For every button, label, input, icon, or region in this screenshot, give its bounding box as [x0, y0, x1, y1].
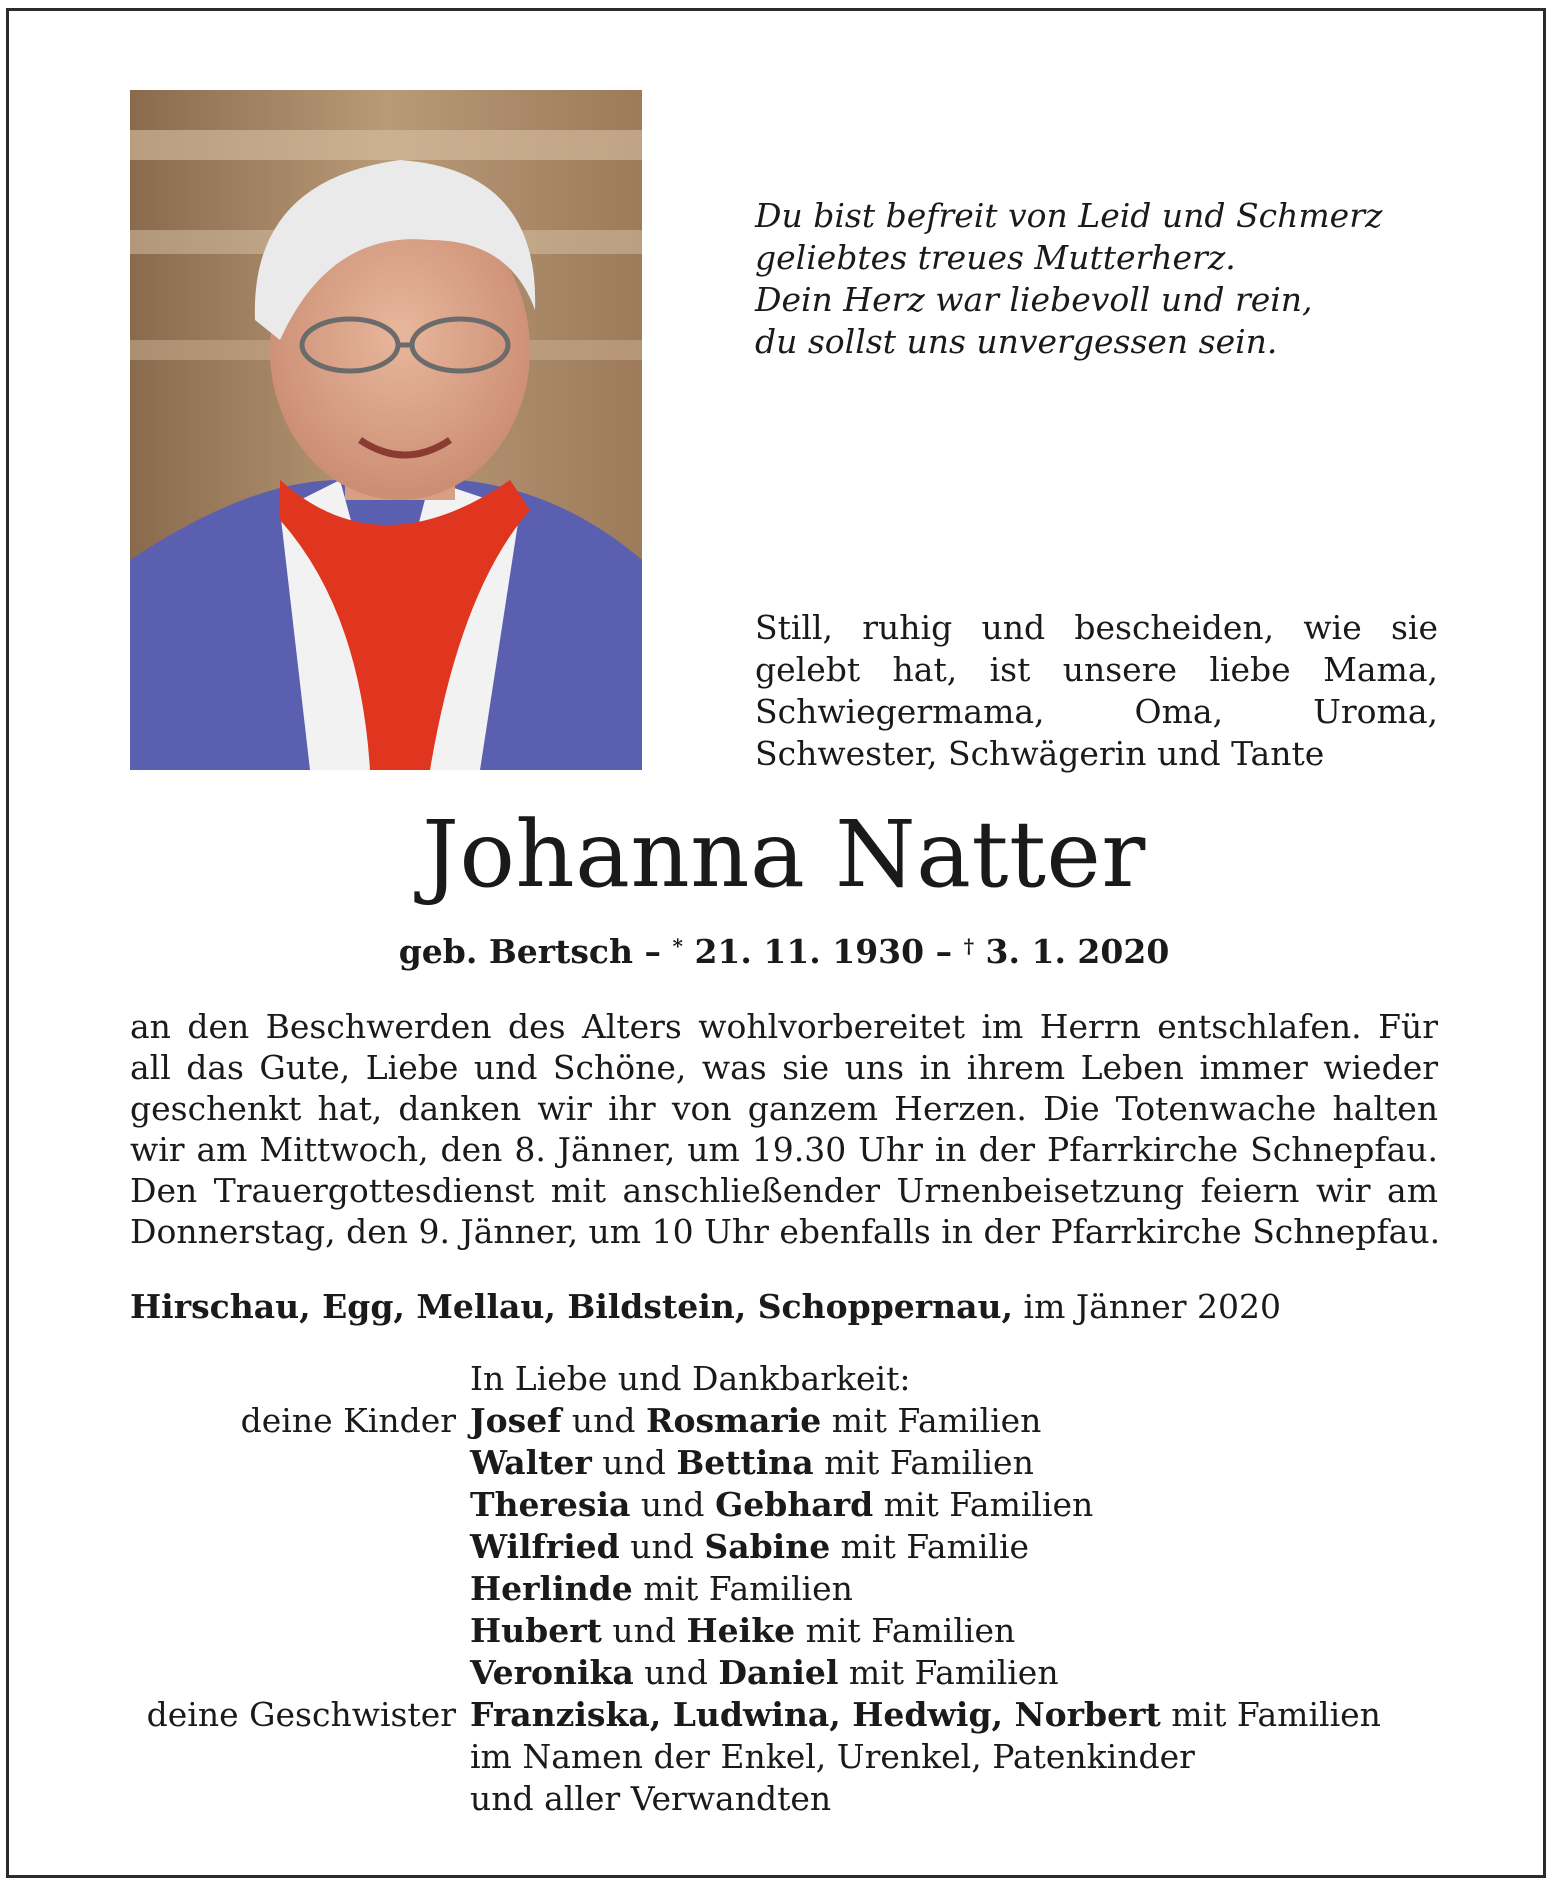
conj: und — [591, 1443, 677, 1482]
intro-line: Schwester, Schwägerin und Tante — [755, 734, 1325, 773]
body-line: an den Beschwerden des Alters wohlvorbereitet im Herrn entschlafen. Für — [130, 1007, 1438, 1046]
conj: und — [601, 1611, 687, 1650]
dash: – — [924, 932, 964, 971]
towns: Hirschau, Egg, Mellau, Bildstein, Schoppernau, — [130, 1287, 1014, 1326]
name: Veronika — [470, 1653, 634, 1692]
suffix: mit Familien — [813, 1443, 1034, 1482]
family-line — [470, 1652, 1059, 1694]
poem-line: du sollst uns unvergessen sein. — [755, 322, 1278, 361]
conj: und — [561, 1401, 647, 1440]
suffix: mit Familien — [795, 1611, 1016, 1650]
conj: und — [630, 1485, 716, 1524]
geschwister-label: deine Geschwister — [146, 1695, 456, 1734]
announcement-body — [130, 1006, 1441, 1252]
intro-line: Schwiegermama, Oma, Uroma, — [755, 692, 1438, 731]
suffix: mit Familie — [830, 1527, 1030, 1566]
conj: und — [633, 1653, 719, 1692]
name: Gebhard — [715, 1485, 874, 1524]
body-line: Donnerstag, den 9. Jänner, um 10 Uhr ebenfalls in der Pfarrkirche Schnepfau. — [130, 1212, 1441, 1251]
family-line — [470, 1610, 1015, 1652]
family-line — [470, 1400, 1041, 1442]
closing-line: und aller Verwandten — [470, 1779, 832, 1818]
body-line: Den Trauergottesdienst mit anschließender Urnenbeisetzung feiern wir am — [130, 1171, 1438, 1210]
dash: – — [633, 932, 673, 971]
poem-line: Dein Herz war liebevoll und rein, — [755, 280, 1313, 319]
signoff — [130, 1358, 1438, 1820]
family-line — [470, 1484, 1093, 1526]
name: Heike — [686, 1611, 796, 1650]
family-line — [470, 1694, 1381, 1736]
poem-line: Du bist befreit von Leid und Schmerz — [755, 196, 1383, 235]
deceased-name: Johanna Natter — [422, 801, 1146, 908]
suffix: mit Familien — [821, 1401, 1042, 1440]
intro-line: gelebt hat, ist unsere liebe Mama, — [755, 650, 1438, 689]
portrait-photo — [130, 90, 642, 770]
date: im Jänner 2020 — [1013, 1287, 1282, 1326]
suffix: mit Familien — [632, 1569, 853, 1608]
body-line: geschenkt hat, danken wir ihr von ganzem Herzen. Die Totenwache halten — [130, 1089, 1438, 1128]
conj: und — [619, 1527, 705, 1566]
sibling-names: Franziska, Ludwina, Hedwig, Norbert — [470, 1695, 1161, 1734]
kinder-label: deine Kinder — [240, 1401, 456, 1440]
birth-symbol: * — [672, 934, 683, 958]
suffix: mit Familien — [838, 1653, 1059, 1692]
name: Walter — [470, 1443, 592, 1482]
life-dates — [0, 926, 1568, 972]
suffix: mit Familien — [873, 1485, 1094, 1524]
intro-line: Still, ruhig und bescheiden, wie sie — [755, 608, 1438, 647]
name: Daniel — [718, 1653, 839, 1692]
name: Rosmarie — [646, 1401, 822, 1440]
family-line — [470, 1442, 1034, 1484]
name: Herlinde — [470, 1569, 633, 1608]
intro-text — [755, 607, 1438, 775]
birth-name: geb. Bertsch — [398, 932, 634, 971]
body-line: all das Gute, Liebe und Schöne, was sie uns in ihrem Leben immer wieder — [130, 1048, 1438, 1087]
closing-line: im Namen der Enkel, Urenkel, Patenkinder — [470, 1737, 1195, 1776]
name: Sabine — [704, 1527, 831, 1566]
family-line — [470, 1526, 1029, 1568]
body-line: wir am Mittwoch, den 8. Jänner, um 19.30 Uhr in der Pfarrkirche Schnepfau. — [130, 1130, 1438, 1169]
portrait-image — [130, 90, 642, 770]
family-line — [470, 1568, 853, 1610]
birth-date: 21. 11. 1930 — [682, 932, 925, 971]
poem-line: geliebtes treues Mutterherz. — [755, 238, 1236, 277]
name: Bettina — [676, 1443, 814, 1482]
death-symbol: † — [963, 934, 975, 958]
name: Josef — [470, 1401, 562, 1440]
signoff-heading: In Liebe und Dankbarkeit: — [470, 1359, 911, 1398]
name: Wilfried — [470, 1527, 620, 1566]
name: Hubert — [470, 1611, 602, 1650]
name: Theresia — [470, 1485, 631, 1524]
suffix: mit Familien — [1160, 1695, 1381, 1734]
place-and-date — [130, 1287, 1281, 1327]
memorial-poem — [755, 195, 1405, 363]
death-date: 3. 1. 2020 — [974, 932, 1170, 971]
